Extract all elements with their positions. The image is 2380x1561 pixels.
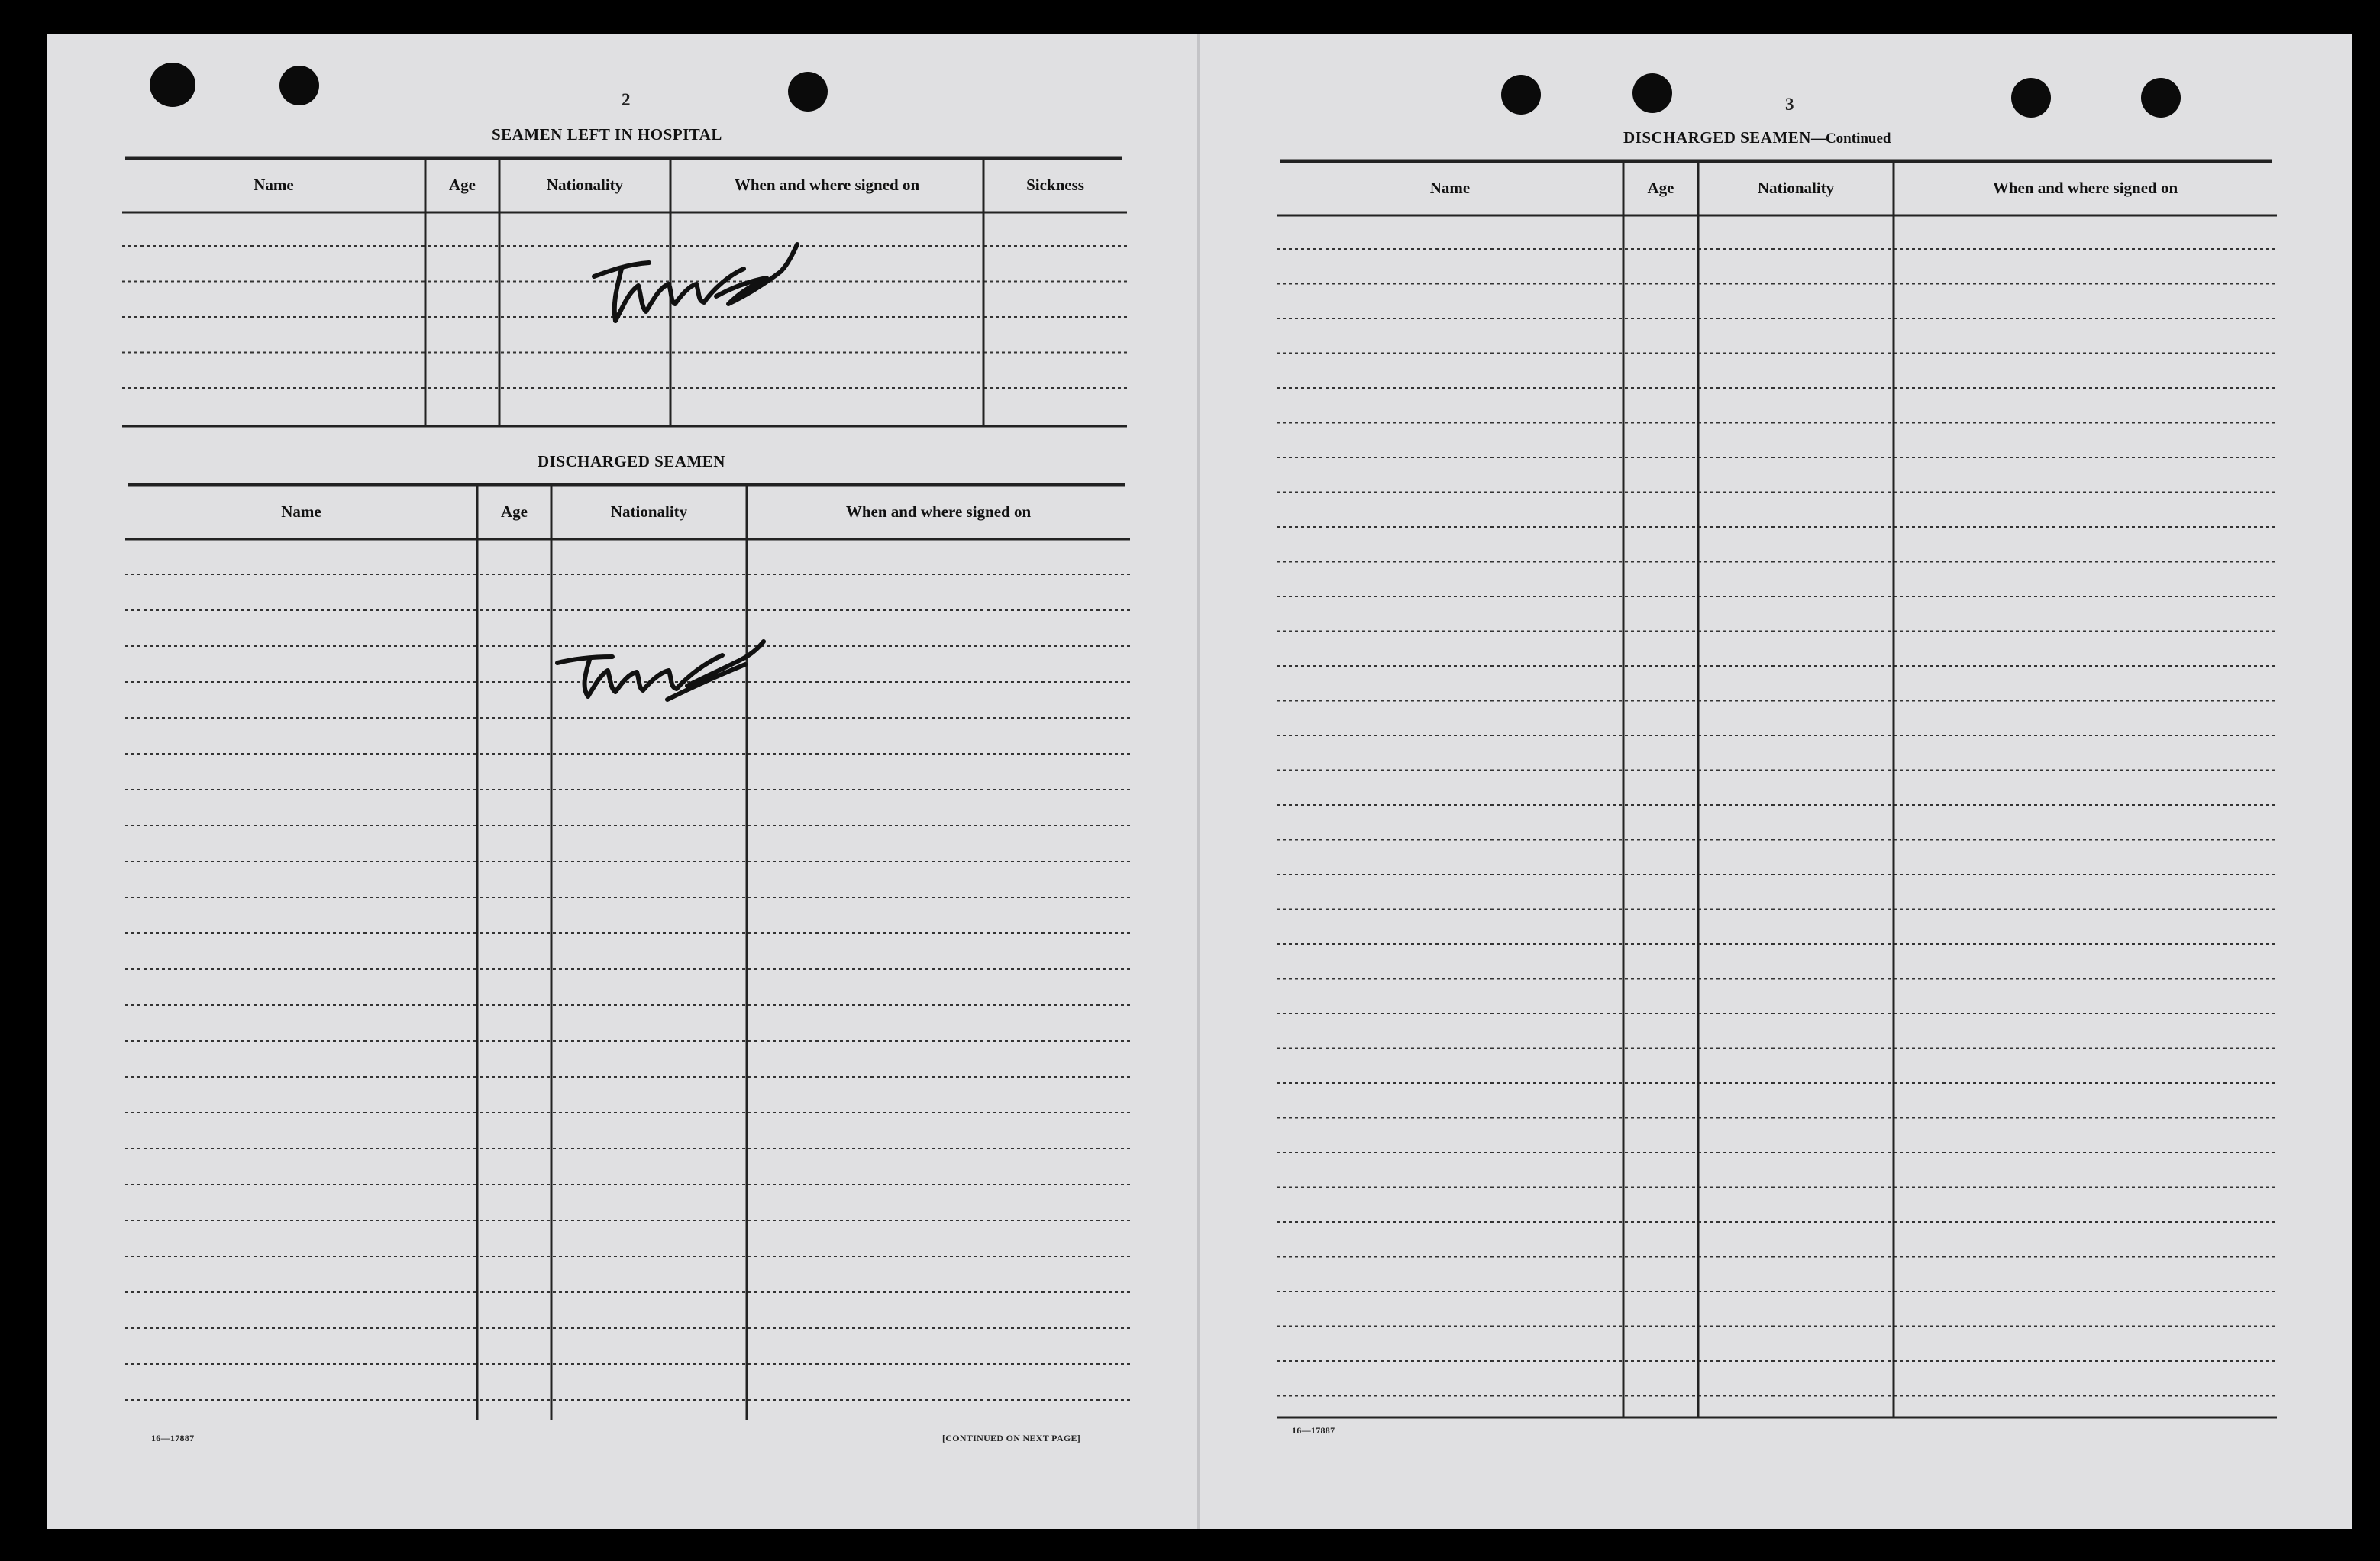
punch-hole	[1632, 73, 1672, 113]
hospital-col-name: Name	[254, 176, 294, 194]
page-fold	[1197, 34, 1200, 1529]
discharged-col-signed-on: When and where signed on	[845, 503, 1032, 521]
handwritten-none-discharged	[550, 611, 771, 710]
continued-col-signed-on: When and where signed on	[1992, 179, 2178, 197]
page-number-right: 3	[1785, 95, 1794, 114]
continued-note: [CONTINUED ON NEXT PAGE]	[942, 1433, 1081, 1443]
discharged-section-title: DISCHARGED SEAMEN	[538, 452, 725, 470]
page-number-left: 2	[622, 90, 631, 109]
punch-hole	[150, 63, 195, 107]
handwritten-none-hospital	[580, 214, 809, 328]
discharged-col-nationality: Nationality	[610, 503, 688, 521]
discharged-continued-table-grid	[1277, 159, 2277, 1424]
punch-hole	[2011, 78, 2051, 118]
discharged-continued-suffix: —Continued	[1810, 131, 1891, 147]
discharged-col-age: Age	[501, 503, 528, 521]
hospital-col-nationality: Nationality	[546, 176, 624, 194]
punch-hole	[2141, 78, 2181, 118]
discharged-continued-title-main: DISCHARGED SEAMEN	[1623, 128, 1811, 147]
punch-hole	[1501, 75, 1541, 115]
continued-col-nationality: Nationality	[1757, 179, 1835, 197]
hospital-col-signed-on: When and where signed on	[734, 176, 920, 194]
continued-col-age: Age	[1647, 179, 1674, 197]
continued-col-name: Name	[1429, 179, 1471, 197]
discharged-continued-title	[1623, 128, 1891, 147]
form-number-left: 16—17887	[151, 1433, 195, 1443]
hospital-section-title: SEAMEN LEFT IN HOSPITAL	[492, 125, 722, 144]
form-number-right: 16—17887	[1292, 1425, 1335, 1436]
punch-hole	[279, 66, 319, 105]
hospital-col-sickness: Sickness	[1026, 176, 1084, 194]
discharged-continued-table	[1277, 159, 2277, 1424]
punch-hole	[788, 72, 828, 112]
discharged-col-name: Name	[281, 503, 321, 521]
hospital-col-age: Age	[449, 176, 476, 194]
